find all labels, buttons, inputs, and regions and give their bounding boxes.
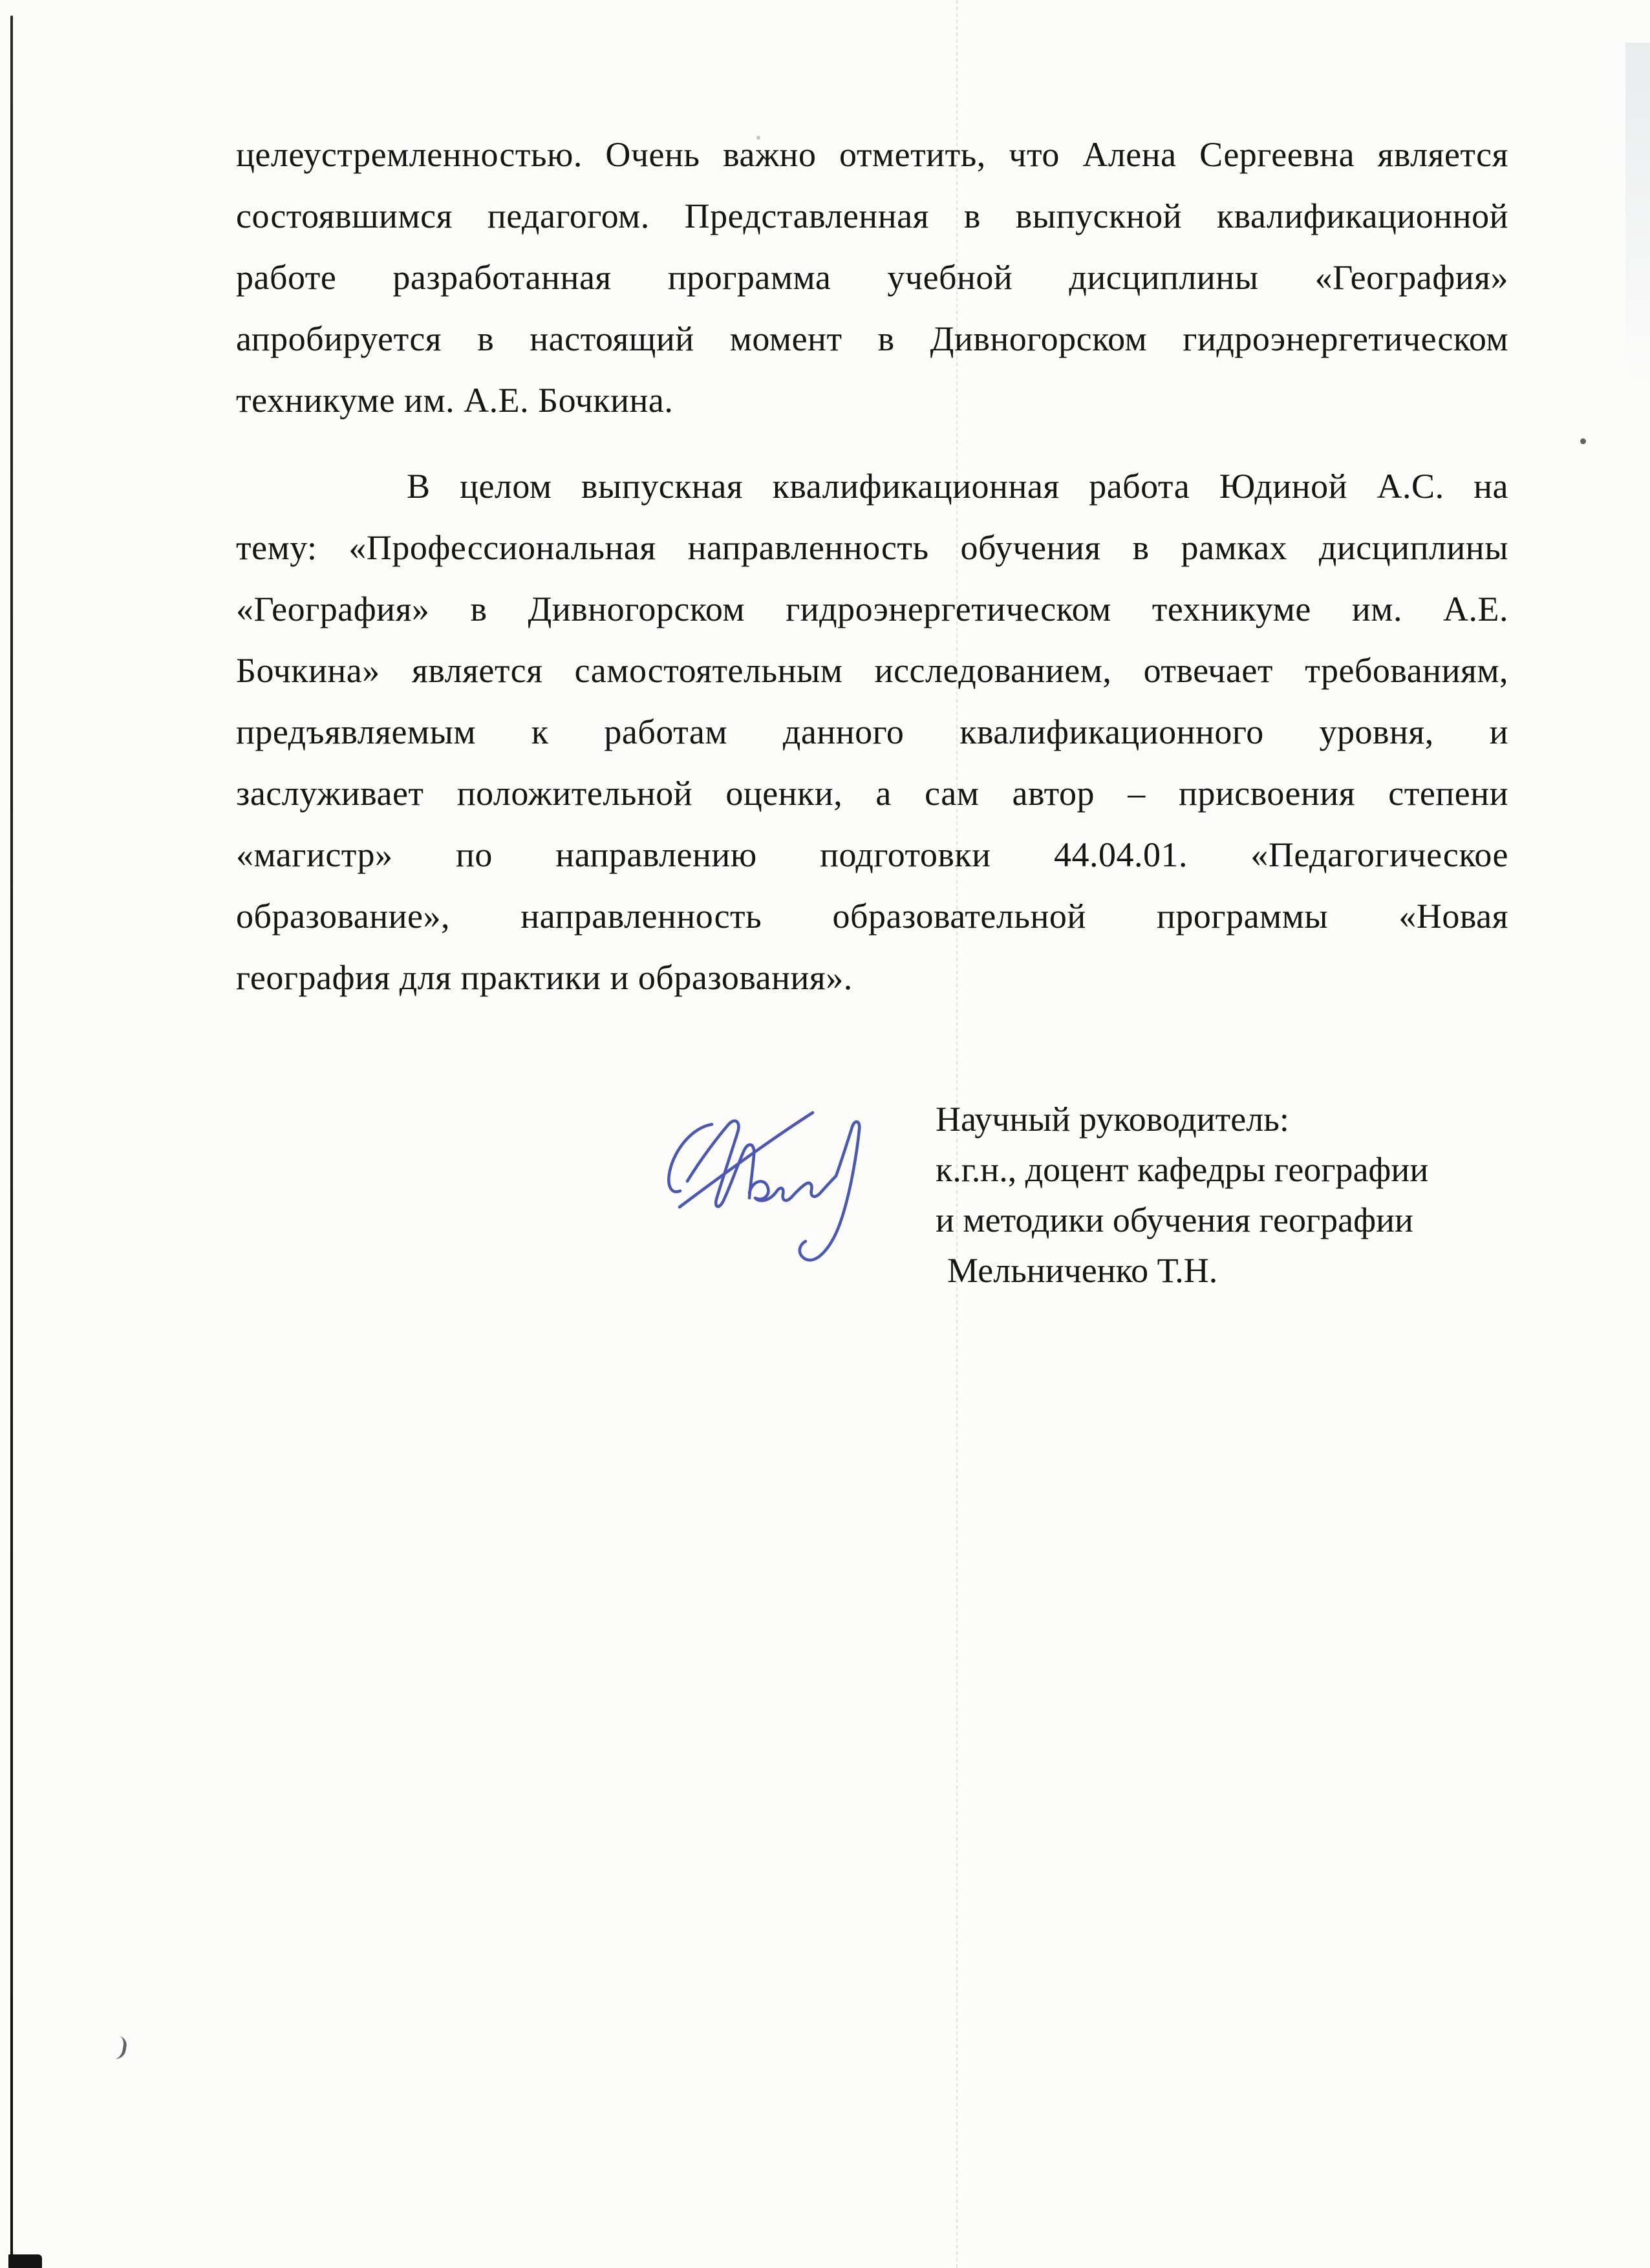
text-line: В целом выпускная квалификационная работа Юдиной А.С. на xyxy=(407,467,1508,506)
text-line: Бочкина» является самостоятельным исследованием, отвечает требованиям, xyxy=(236,651,1508,690)
scan-speck xyxy=(1580,438,1586,444)
signature-title: Научный руководитель: xyxy=(936,1100,1289,1139)
text-line: техникуме им. А.Е. Бочкина. xyxy=(236,381,674,420)
paragraph-2 xyxy=(236,456,1508,1009)
text-line: работе разработанная программа учебной дисциплины «География» xyxy=(236,258,1508,297)
signature-block xyxy=(936,1094,1530,1296)
scan-stray-mark xyxy=(113,2036,128,2060)
text-line: «магистр» по направлению подготовки 44.04.01. «Педагогическое xyxy=(236,835,1508,874)
text-line: тему: «Профессиональная направленность обучения в рамках дисциплины xyxy=(236,528,1508,567)
signature-degree: к.г.н., доцент кафедры географии xyxy=(936,1150,1429,1189)
text-line: «География» в Дивногорском гидроэнергетическом техникуме им. А.Е. xyxy=(236,590,1508,628)
text-line: состоявшимся педагогом. Представленная в выпускной квалификационной xyxy=(236,197,1508,235)
scan-corner-mark xyxy=(8,2254,42,2268)
signature-department: и методики обучения географии xyxy=(936,1201,1413,1239)
text-line: предъявляемым к работам данного квалификационного уровня, и xyxy=(236,712,1508,751)
text-line: целеустремленностью. Очень важно отметить, что Алена Сергеевна является xyxy=(236,135,1508,174)
signature-strokes xyxy=(669,1113,859,1260)
signature-name: Мельниченко Т.Н. xyxy=(947,1251,1218,1290)
text-line: заслуживает положительной оценки, а сам автор – присвоения степени xyxy=(236,774,1508,813)
text-line: образование», направленность образовательной программы «Новая xyxy=(236,897,1508,936)
paragraph-1 xyxy=(236,124,1508,431)
text-line: география для практики и образования». xyxy=(236,958,853,997)
text-line: апробируется в настоящий момент в Дивногорском гидроэнергетическом xyxy=(236,319,1508,358)
scan-edge-line xyxy=(10,16,13,2268)
scan-shadow-strip xyxy=(1625,43,1650,392)
